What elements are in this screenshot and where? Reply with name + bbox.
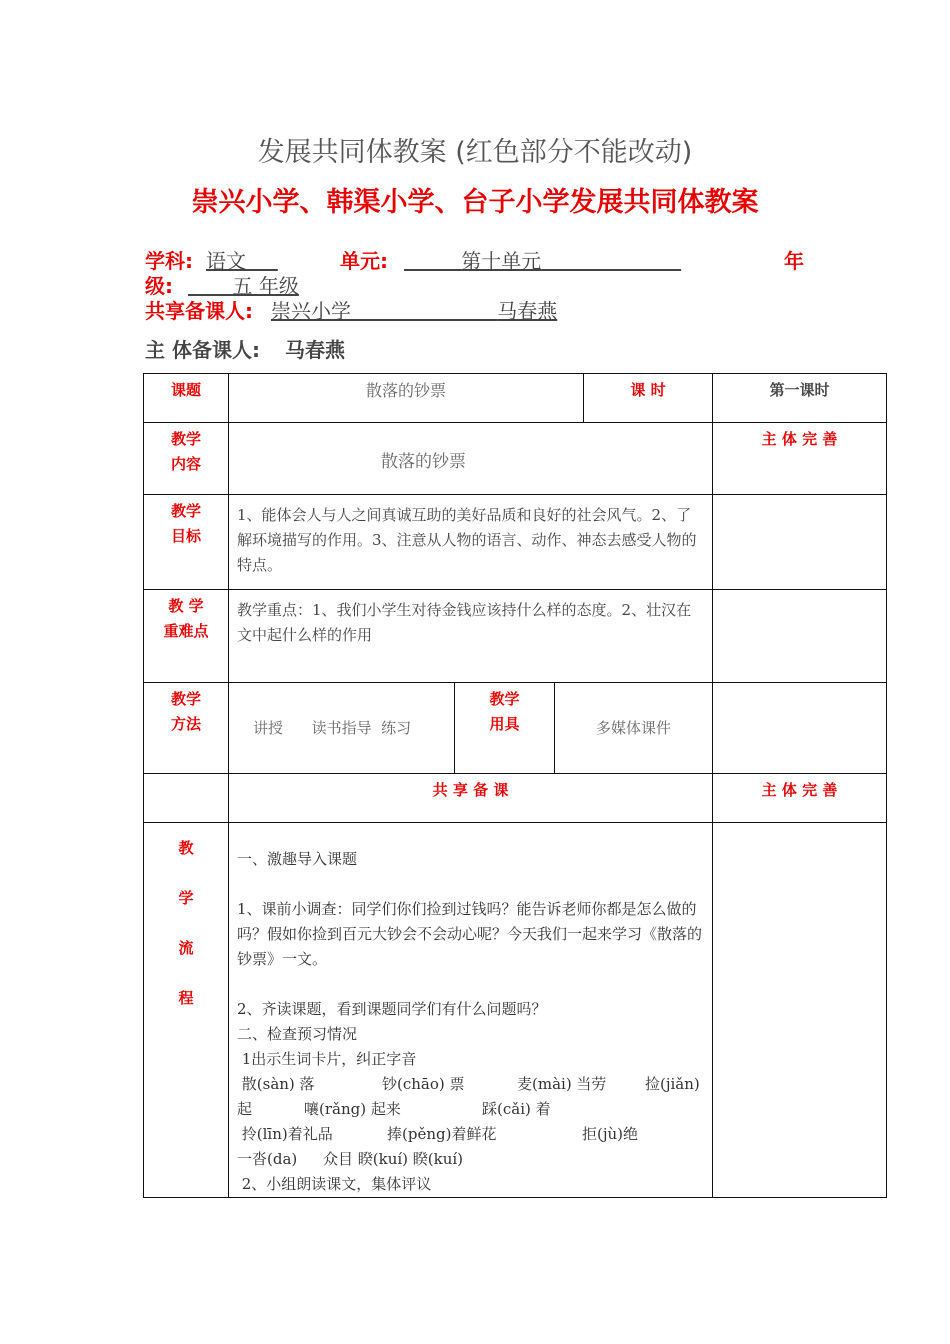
main-prep-name: 马春燕 [285, 338, 345, 362]
subject-label: 学科: [145, 249, 193, 273]
vocab-row-1 [237, 1072, 704, 1097]
unit-value-text: 第十单元 [461, 249, 542, 273]
shared-prep-name: 马春燕 [497, 299, 558, 323]
tools-label [455, 683, 555, 774]
vocab-word: 嚷(rǎng) 起来 [304, 1100, 401, 1118]
flow-improve-cell [713, 823, 887, 1198]
subject-value-text: 语文 [206, 249, 246, 273]
key-label [144, 590, 229, 683]
document-subtitle: 崇兴小学、韩渠小学、台子小学发展共同体教案 [191, 187, 759, 218]
improve-header: 主 体 完 善 [713, 774, 887, 823]
tools-label-line1: 教学 [489, 690, 520, 708]
flow-content [229, 823, 713, 1198]
vocab-word: 散(sàn) 落 [237, 1075, 315, 1093]
vocab-word: 拎(līn)着礼品 [237, 1125, 333, 1143]
flow-step-3: 2、齐读课题，看到课题同学们有什么问题吗？ [237, 1000, 547, 1018]
content-value: 散落的钞票 [229, 423, 713, 495]
flow-step-1: 一、激趣导入课题 [237, 850, 358, 868]
unit-value [404, 249, 681, 273]
row-content [144, 423, 887, 495]
row-topic [144, 374, 887, 423]
row-method [144, 683, 887, 774]
lesson-plan-table [143, 373, 887, 1198]
grade-value-text: 五 年级 [232, 274, 299, 298]
unit-label: 单元: [340, 249, 388, 273]
vocab-word: 众目 睽(kuí) 睽(kuí) [323, 1150, 464, 1168]
vocab-word: 踩(cǎi) 着 [482, 1100, 551, 1118]
shared-prep-header: 共 享 备 课 [229, 774, 713, 823]
flow-step-2: 1、课前小调查：同学们你们捡到过钱吗？能告诉老师你都是怎么做的吗？假如你捡到百元大钞会不会动心呢？今天我们一起来学习《散落的钞票》一文。 [237, 900, 703, 968]
vocab-word: 钞(chāo) 票 [382, 1075, 465, 1093]
content-label-line2: 内容 [170, 455, 201, 473]
vocab-row-3 [237, 1122, 704, 1147]
flow-label-char-3: 流 [178, 939, 194, 957]
row-key-points [144, 590, 887, 683]
row-shared-header [144, 774, 887, 823]
shared-header-blank [144, 774, 229, 823]
vocab-word: 起 [237, 1100, 253, 1118]
content-improve-label: 主 体 完 善 [713, 423, 887, 495]
key-label-line1: 教 学 [168, 597, 204, 615]
vocab-word: 一沓(da) [237, 1150, 298, 1168]
method-label [144, 683, 229, 774]
period-label: 课 时 [584, 374, 713, 423]
flow-label-char-1: 教 [178, 839, 194, 857]
key-improve-cell [713, 590, 887, 683]
flow-step-4: 二、检查预习情况 [237, 1025, 358, 1043]
vocab-row-2 [237, 1097, 704, 1122]
flow-label-char-2: 学 [178, 889, 194, 907]
content-label-line1: 教学 [170, 430, 201, 448]
topic-value: 散落的钞票 [229, 374, 584, 423]
flow-step-5: 1出示生词卡片，纠正字音 [237, 1050, 417, 1068]
method-label-line1: 教学 [170, 690, 201, 708]
content-label [144, 423, 229, 495]
flow-label-char-4: 程 [178, 989, 194, 1007]
grade-label-b: 级: [145, 274, 173, 298]
row-flow [144, 823, 887, 1198]
period-value: 第一课时 [713, 374, 887, 423]
flow-step-6: 2、小组朗读课文，集体评议 [237, 1175, 432, 1193]
shared-prep-school: 崇兴小学 [271, 299, 351, 323]
goal-improve-cell [713, 495, 887, 590]
topic-label: 课题 [144, 374, 229, 423]
row-goals [144, 495, 887, 590]
tools-value: 多媒体课件 [555, 683, 713, 774]
goal-label [144, 495, 229, 590]
vocab-word: 麦(mài) 当劳 [517, 1075, 607, 1093]
method-improve-cell [713, 683, 887, 774]
goal-label-line1: 教学 [170, 502, 201, 520]
key-label-line2: 重难点 [163, 622, 209, 640]
grade-value [188, 274, 299, 298]
flow-label [144, 823, 229, 1198]
vocab-word: 捡(jiǎn) [645, 1075, 700, 1093]
goal-label-line2: 目标 [170, 527, 201, 545]
main-prep-label: 主 体备课人: [145, 338, 260, 362]
key-value: 教学重点：1、我们小学生对待金钱应该持什么样的态度。2、壮汉在文中起什么样的作用 [229, 590, 713, 683]
subject-value [206, 249, 278, 273]
grade-label-a: 年 [784, 249, 804, 273]
document-title: 发展共同体教案 (红色部分不能改动) [257, 137, 693, 168]
method-value: 讲授 读书指导 练习 [229, 683, 455, 774]
vocab-word: 拒(jù)绝 [582, 1125, 639, 1143]
tools-label-line2: 用具 [489, 715, 520, 733]
vocab-word: 捧(pěng)着鲜花 [387, 1125, 497, 1143]
goal-value: 1、能体会人与人之间真诚互助的美好品质和良好的社会风气。2、了解环境描写的作用。3、注意从人物的语言、动作、神态去感受人物的特点。 [229, 495, 713, 590]
shared-prep-value [271, 299, 557, 323]
method-label-line2: 方法 [170, 715, 201, 733]
shared-prep-label: 共享备课人: [145, 299, 253, 323]
vocab-row-4 [237, 1147, 704, 1172]
